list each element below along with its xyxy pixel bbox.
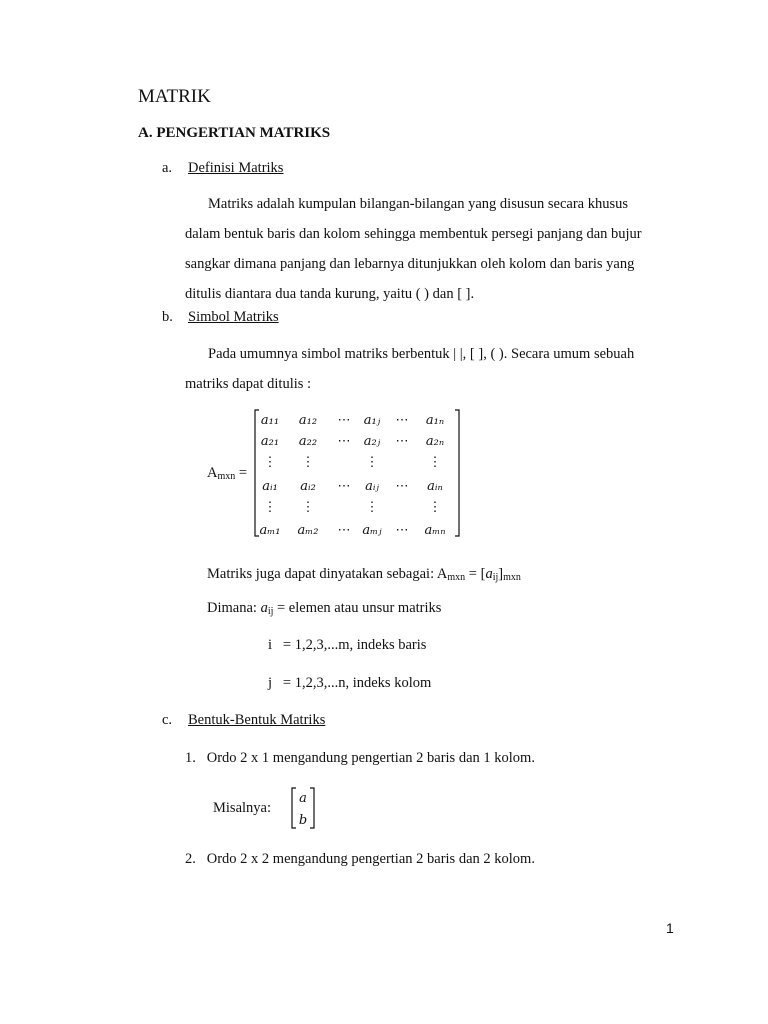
matrix-label <box>207 465 247 482</box>
matrix-entry: ⋯ <box>395 523 409 538</box>
matrix-entry: ⋮ <box>301 455 315 470</box>
matrix-label-subscript: mxn <box>217 471 236 482</box>
matrix-entry: ⋯ <box>395 434 409 449</box>
matrix-entry: ⋯ <box>337 434 351 449</box>
alt-notation-mid: = [ <box>465 566 486 582</box>
matrix-entry: a₂₂ <box>298 434 318 449</box>
general-matrix-svg <box>250 405 470 541</box>
matrix-entry: ⋮ <box>365 455 379 470</box>
alt-notation-sub-mxn: mxn <box>447 572 466 583</box>
vector-entry: b <box>298 813 308 828</box>
matrix-entry: ⋮ <box>365 500 379 515</box>
index-j-line: j = 1,2,3,...n, indeks kolom <box>268 675 432 691</box>
symbol-line: Pada umumnya simbol matriks berbentuk | |, [ ], ( ). Secara umum sebuah <box>208 346 635 362</box>
subsection-a <box>162 160 283 177</box>
alt-notation-prefix: Matriks juga dapat dinyatakan sebagai: A <box>207 566 448 582</box>
matrix-entry: a₁₂ <box>298 413 318 428</box>
matrix-entry: ⋯ <box>337 479 351 494</box>
matrix-entry: ⋯ <box>395 479 409 494</box>
subsection-a-letter: a. <box>162 160 173 176</box>
matrix-entry: aᵢ₂ <box>300 479 316 494</box>
definition-line: sangkar dimana panjang dan lebarnya ditunjukkan oleh kolom dan baris yang <box>185 256 635 272</box>
page-number: 1 <box>666 920 674 936</box>
where-a: a <box>260 600 268 616</box>
matrix-entry: a₂ⱼ <box>363 434 381 449</box>
matrix-entry: ⋮ <box>428 500 442 515</box>
alt-notation-sub-mxn-2: mxn <box>503 572 521 583</box>
matrix-label-equals: = <box>235 465 248 481</box>
where-text: = elemen atau unsur matriks <box>273 600 442 616</box>
matrix-entry: aᵢₙ <box>427 479 443 494</box>
matrix-entry: aₘₙ <box>424 523 446 538</box>
vector-entry: a <box>299 791 307 806</box>
matrix-right-bracket <box>455 410 459 536</box>
section-a-heading: A. PENGERTIAN MATRIKS <box>138 125 331 141</box>
subsection-b-label: Simbol Matriks <box>188 309 279 325</box>
matrix-entry: a₁ⱼ <box>363 413 381 428</box>
example-label: Misalnya: <box>213 800 271 816</box>
subsection-b-letter: b. <box>162 309 173 325</box>
definition-line: Matriks adalah kumpulan bilangan-bilangan yang disusun secara khusus <box>208 196 628 212</box>
matrix-entry: ⋮ <box>263 500 277 515</box>
matrix-entry: ⋯ <box>337 523 351 538</box>
where-sub-ij: ij <box>267 606 274 617</box>
symbol-line: matriks dapat ditulis : <box>185 376 312 392</box>
list-item-ordo-2x1: 1. Ordo 2 x 1 mengandung pengertian 2 baris dan 1 kolom. <box>185 750 535 766</box>
list-item-ordo-2x2: 2. Ordo 2 x 2 mengandung pengertian 2 baris dan 2 kolom. <box>185 851 535 867</box>
alt-notation-sub-ij: ij <box>492 572 499 583</box>
document-title: MATRIK <box>138 86 211 107</box>
matrix-left-bracket <box>255 410 259 536</box>
matrix-entry: aₘ₁ <box>259 523 281 538</box>
matrix-entry: a₂ₙ <box>425 434 445 449</box>
subsection-a-label: Definisi Matriks <box>188 160 284 176</box>
matrix-entry: ⋯ <box>337 413 351 428</box>
matrix-entry: a₁ₙ <box>425 413 445 428</box>
matrix-entry: aₘⱼ <box>362 523 382 538</box>
matrix-entry: a₁₁ <box>260 413 280 428</box>
example-column-vector <box>290 785 330 831</box>
alt-notation <box>207 566 521 583</box>
matrix-entry: ⋯ <box>395 413 409 428</box>
column-vector-svg <box>290 785 330 831</box>
alt-notation-a: a <box>485 566 493 582</box>
definition-line: ditulis diantara dua tanda kurung, yaitu ( ) dan [ ]. <box>185 286 475 302</box>
matrix-entry: aₘ₂ <box>297 523 319 538</box>
alt-notation-close: ] <box>498 566 504 582</box>
matrix-entry: aᵢ₁ <box>262 479 278 494</box>
matrix-entry: ⋮ <box>301 500 315 515</box>
where-prefix: Dimana: <box>207 600 261 616</box>
subsection-c-letter: c. <box>162 712 173 728</box>
vector-left-bracket <box>292 788 296 828</box>
matrix-label-main: A <box>207 465 218 481</box>
where-line <box>207 600 441 617</box>
matrix-entry: ⋮ <box>428 455 442 470</box>
definition-paragraph <box>185 189 675 309</box>
matrix-entry: aᵢⱼ <box>365 479 379 494</box>
matrix-entry: a₂₁ <box>260 434 280 449</box>
definition-line: dalam bentuk baris dan kolom sehingga membentuk persegi panjang dan bujur <box>185 226 642 242</box>
subsection-c <box>162 712 325 729</box>
index-i-line: i = 1,2,3,...m, indeks baris <box>268 637 427 653</box>
symbol-paragraph <box>185 339 675 399</box>
subsection-b <box>162 309 279 326</box>
matrix-entry: ⋮ <box>263 455 277 470</box>
general-matrix <box>250 405 470 541</box>
subsection-c-label: Bentuk-Bentuk Matriks <box>188 712 326 728</box>
vector-right-bracket <box>310 788 314 828</box>
